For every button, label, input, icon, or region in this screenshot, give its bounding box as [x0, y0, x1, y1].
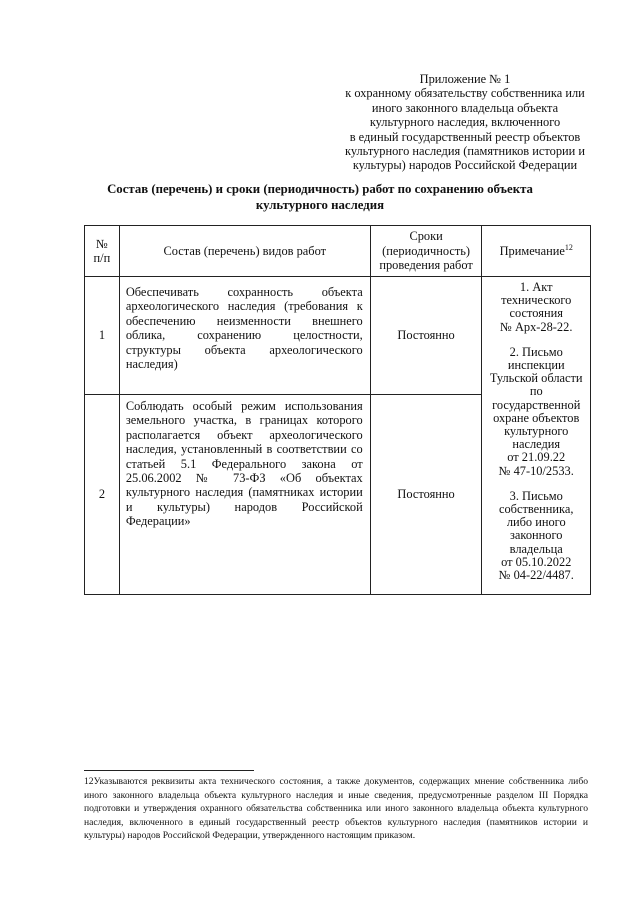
note-line: либо иного [506, 515, 566, 530]
row-term: Постоянно [370, 277, 482, 395]
header-note [482, 226, 591, 277]
header-terms-line: проведения работ [379, 258, 473, 273]
header-terms-line: (периодичность) [382, 243, 471, 258]
note-line: 3. Письмо [509, 488, 563, 503]
row-work: Соблюдать особый режим использования земельного участка, в границах которого располагается объект археологического наследия, установленный в соответствии со статьей 5.1 Федерального закона от 25.06.2002 № 73-ФЗ «Об объектах культурного наследия (памятниках истории и культуры) народов Российской Федерации» [119, 394, 370, 594]
note-line: владельца [509, 541, 563, 556]
document-title [100, 181, 540, 213]
note-line: от 21.09.22 [507, 450, 566, 465]
note-line: охране объектов [493, 410, 580, 425]
note-block [484, 490, 588, 582]
row-work: Обеспечивать сохранность объекта археологического наследия (требования к обеспечению неизменности внешнего облика, сохранению целостности, структуры объекта археологического наследия) [119, 277, 370, 395]
appendix-line: культурного наследия (памятников истории и [344, 144, 586, 159]
header-note-label: Примечание [499, 243, 565, 258]
note-line: № 04-22/4487. [498, 568, 574, 583]
title-line: культурного наследия [255, 198, 385, 212]
footnote-marker: 12 [564, 242, 573, 252]
note-line: 1. Акт технического [501, 280, 572, 308]
note-line: по [529, 384, 543, 399]
note-line: № 47-10/2533. [498, 463, 574, 478]
header-number [85, 226, 120, 277]
note-line: законного [510, 528, 563, 543]
header-number-line: № [96, 236, 108, 251]
appendix-line: культурного наследия, включенного [369, 115, 561, 130]
note-line: собственника, [498, 502, 574, 517]
note-block [484, 346, 588, 478]
row-term: Постоянно [370, 394, 482, 594]
header-terms [370, 226, 482, 277]
appendix-header [310, 72, 620, 173]
footnote-divider [84, 770, 254, 771]
note-line: инспекции [507, 358, 565, 373]
header-terms-line: Сроки [409, 229, 443, 244]
note-cell [482, 277, 591, 595]
row-number: 1 [85, 277, 120, 395]
appendix-line: в единый государственный реестр объектов [349, 129, 581, 144]
row-number: 2 [85, 394, 120, 594]
appendix-line: Приложение № 1 [419, 72, 511, 86]
note-line: наследия [512, 437, 561, 452]
table-header-row [85, 226, 591, 277]
header-number-line: п/п [93, 251, 111, 265]
works-table [84, 225, 591, 595]
note-line: культурного [504, 424, 569, 439]
note-line: 2. Письмо [509, 344, 563, 359]
note-line: государственной [492, 397, 581, 412]
appendix-line: к охранному обязательству собственника или [345, 86, 585, 101]
appendix-line: культуры) народов Российской Федерации [352, 158, 578, 173]
note-line: состояния [509, 306, 563, 321]
appendix-line: иного законного владельца объекта [371, 100, 559, 115]
title-line: Состав (перечень) и сроки (периодичность) работ по сохранению объекта [107, 182, 533, 196]
table-row [85, 277, 591, 395]
note-line: Тульской области [489, 371, 583, 386]
note-block [484, 281, 588, 334]
footnote-text: 12Указываются реквизиты акта технического состояния, а также документов, содержащих мнение собственника либо иного законного владельца объекта культурного наследия и иные сведения, предусмотренные разделом III Порядка подготовки и утверждения охранного обязательства собственника или иного законного владельца объекта культурного наследия, включенного в единый государственный реестр объектов культурного наследия (памятников истории и культуры) народов Российской Федерации, утвержденного настоящим приказом. [84, 776, 588, 842]
header-works: Состав (перечень) видов работ [119, 226, 370, 277]
note-line: № Арх-28-22. [500, 319, 573, 334]
note-line: от 05.10.2022 [501, 554, 572, 569]
